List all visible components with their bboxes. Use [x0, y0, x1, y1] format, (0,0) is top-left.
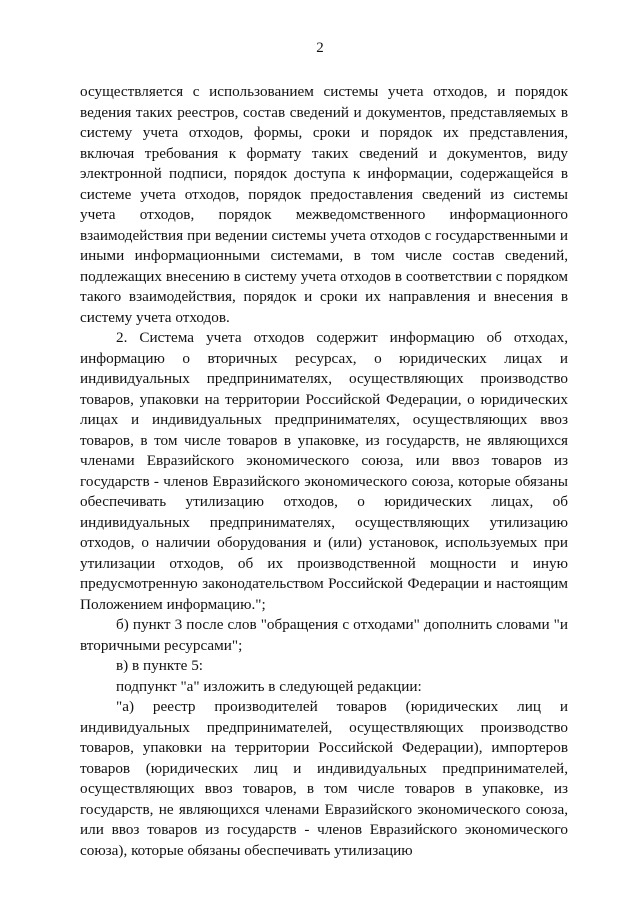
paragraph-item-2: 2. Система учета отходов содержит информацию об отходах, информацию о вторичных ресурсах, о юридических лицах и индивидуальных предпринимателях, осуществляющих производство товаров, упаковки на территории Российской Федерации, о юридических лицах и индивидуальных предпринимателях, осуществляющих ввоз товаров, в том числе товаров в упаковке, из государств, не являющихся членами Евразийского экономического союза, или ввоз товаров из государств - членов Евразийского экономического союза, которые обязаны обеспечивать утилизацию отходов, о юридических лицах, об индивидуальных предпринимателях, осуществляющих утилизацию отходов, о наличии оборудования и (или) установок, используемых при утилизации отходов, об их производственной мощности и иную предусмотренную законодательством Российской Федерации и настоящим Положением информацию.";	[80, 329, 568, 613]
paragraph-subpoint-a-text: "а) реестр производителей товаров (юридических лиц и индивидуальных предпринимателей, осуществляющих производство товаров, упаковки на территории Российской Федерации), импортеров товаров (юридических лиц и индивидуальных предпринимателей, осуществляющих ввоз товаров, в том числе товаров в упаковке, из государств, не являющихся членами Евразийского экономического союза, или ввоз товаров из государств - членов Евразийского экономического союза), которые обязаны обеспечивать утилизацию	[80, 698, 568, 859]
paragraph-subpoint-a-intro: подпункт "а" изложить в следующей редакции:	[116, 677, 422, 695]
paragraph-subitem-b: б) пункт 3 после слов "обращения с отходами" дополнить словами "и вторичными ресурсами";	[80, 616, 568, 654]
paragraph-continuation: осуществляется с использованием системы учета отходов, и порядок ведения таких реестров, состав сведений и документов, представляемых в систему учета отходов, формы, сроки и порядок их представления, включая требования к формату таких сведений и документов, виду электронной подписи, порядок доступа к информации, содержащейся в системе учета отходов, порядок предоставления сведений из системы учета отходов, порядок межведомственного информационного взаимодействия при ведении системы учета отходов с государственными и иными информационными системами, в том числе состав сведений, подлежащих внесению в систему учета отходов в соответствии с порядком такого взаимодействия, порядок и сроки их направления и внесения в систему учета отходов.	[80, 83, 568, 326]
paragraph-subitem-v: в) в пункте 5:	[116, 657, 204, 674]
document-body	[80, 82, 568, 861]
page-number: 2	[316, 40, 324, 56]
